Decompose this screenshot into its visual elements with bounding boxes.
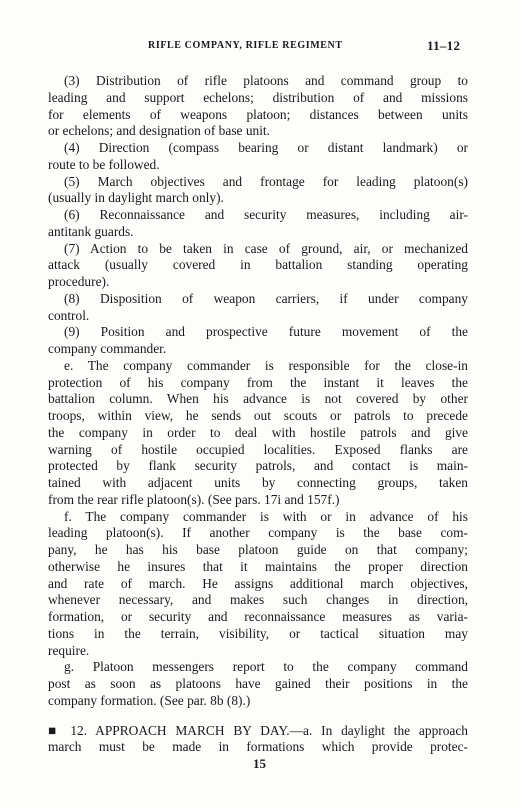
- running-head-title: RIFLE COMPANY, RIFLE REGIMENT: [148, 40, 343, 51]
- text-line: (usually in daylight march only).: [48, 190, 224, 206]
- text-line: e. The company commander is responsible for the close-in: [64, 357, 468, 373]
- text-line: protection of his company from the instant it leaves the: [48, 374, 468, 390]
- text-line: g. Platoon messengers report to the company command: [64, 659, 468, 675]
- text-line: (9) Position and prospective future movement of the: [64, 324, 468, 340]
- text-line: or echelons; and designation of base unit.: [48, 123, 271, 139]
- text-line: post as soon as platoons have gained their positions in the: [48, 676, 468, 691]
- text-line: pany, he has his base platoon guide on that company;: [48, 542, 468, 557]
- text-line: (8) Disposition of weapon carriers, if under company: [64, 290, 468, 306]
- text-line: whenever necessary, and makes such changes in direction,: [48, 592, 468, 608]
- text-line: otherwise he insures that it maintains the proper direction: [48, 558, 468, 574]
- text-line: company formation. (See par. 8b (8).): [48, 692, 251, 708]
- text-line: procedure).: [48, 274, 110, 289]
- text-line: protected by flank security patrols, and contact is main-: [48, 458, 468, 474]
- paragraph-range: 11–12: [427, 38, 461, 53]
- text-line: require.: [48, 642, 90, 658]
- text-line: leading and support echelons; distribution of and missions: [48, 89, 468, 105]
- text-line: the company in order to deal with hostile patrols and give: [48, 424, 468, 440]
- text-line: march must be made in formations which provide protec-: [48, 739, 468, 755]
- text-line: troops, within view, he sends out scouts or patrols to precede: [48, 408, 468, 423]
- body-text: [48, 73, 468, 756]
- text-line: attack (usually covered in battalion standing operating: [48, 257, 468, 273]
- text-line: company commander.: [48, 341, 167, 356]
- text-line: (3) Distribution of rifle platoons and command group to: [64, 73, 468, 88]
- text-line: (7) Action to be taken in case of ground, air, or mechanized: [64, 240, 468, 256]
- text-line: leading platoon(s). If another company is the base com-: [48, 525, 468, 541]
- text-line: control.: [48, 307, 90, 323]
- text-line: warning of hostile occupied localities. Exposed flanks are: [48, 441, 468, 457]
- text-line: route to be followed.: [48, 156, 160, 172]
- section-heading-line: ■ 12. APPROACH MARCH BY DAY.—a. In daylight the approach: [48, 722, 468, 738]
- page-number: 15: [253, 756, 266, 771]
- text-line: for elements of weapons platoon; distances between units: [48, 106, 468, 122]
- text-line: formation, or security and reconnaissance measures as varia-: [48, 609, 468, 624]
- text-line: tained with adjacent units by connecting groups, taken: [48, 475, 468, 490]
- text-line: and rate of march. He assigns additional march objectives,: [48, 575, 468, 591]
- text-line: antitank guards.: [48, 223, 134, 239]
- text-line: tions in the terrain, visibility, or tactical situation may: [48, 625, 468, 641]
- text-line: f. The company commander is with or in advance of his: [64, 508, 468, 524]
- text-line: from the rear rifle platoon(s). (See pars. 17i and 157f.): [48, 491, 340, 507]
- text-line: (5) March objectives and frontage for leading platoon(s): [64, 173, 468, 189]
- text-line: (4) Direction (compass bearing or distant landmark) or: [64, 140, 468, 155]
- running-head: [0, 40, 519, 56]
- text-line: battalion column. When his advance is not covered by other: [48, 391, 468, 407]
- text-line: (6) Reconnaissance and security measures, including air-: [64, 207, 468, 222]
